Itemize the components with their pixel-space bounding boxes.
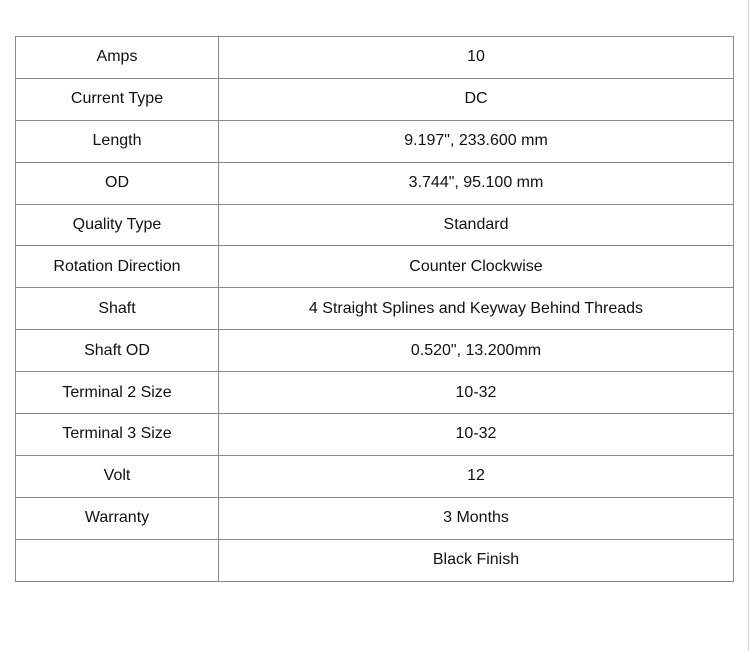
spec-label: Volt <box>16 455 219 497</box>
spec-value: Black Finish <box>219 539 734 581</box>
spec-value: 9.197", 233.600 mm <box>219 120 734 162</box>
spec-value: DC <box>219 78 734 120</box>
table-row <box>16 78 734 120</box>
page-edge-divider <box>748 0 749 651</box>
table-row <box>16 455 734 497</box>
spec-value: 10-32 <box>219 372 734 414</box>
table-row <box>16 246 734 288</box>
table-row <box>16 288 734 330</box>
spec-label: Terminal 3 Size <box>16 414 219 456</box>
spec-value: 12 <box>219 455 734 497</box>
specs-table <box>15 36 734 582</box>
spec-value: 4 Straight Splines and Keyway Behind Threads <box>219 288 734 330</box>
spec-label <box>16 539 219 581</box>
spec-label: Length <box>16 120 219 162</box>
spec-value: Standard <box>219 204 734 246</box>
spec-label: Quality Type <box>16 204 219 246</box>
spec-value: 3 Months <box>219 497 734 539</box>
spec-value: 3.744", 95.100 mm <box>219 162 734 204</box>
table-row <box>16 497 734 539</box>
specs-table-body <box>16 37 734 582</box>
spec-label: Warranty <box>16 497 219 539</box>
spec-label: Shaft <box>16 288 219 330</box>
table-row <box>16 37 734 79</box>
table-row <box>16 414 734 456</box>
spec-value: 10-32 <box>219 414 734 456</box>
spec-label: Amps <box>16 37 219 79</box>
table-row <box>16 120 734 162</box>
table-row <box>16 372 734 414</box>
table-row <box>16 162 734 204</box>
spec-label: OD <box>16 162 219 204</box>
spec-label: Terminal 2 Size <box>16 372 219 414</box>
spec-value: Counter Clockwise <box>219 246 734 288</box>
spec-label: Rotation Direction <box>16 246 219 288</box>
table-row <box>16 539 734 581</box>
table-row <box>16 204 734 246</box>
spec-value: 0.520", 13.200mm <box>219 330 734 372</box>
spec-label: Shaft OD <box>16 330 219 372</box>
spec-value: 10 <box>219 37 734 79</box>
table-row <box>16 330 734 372</box>
spec-label: Current Type <box>16 78 219 120</box>
